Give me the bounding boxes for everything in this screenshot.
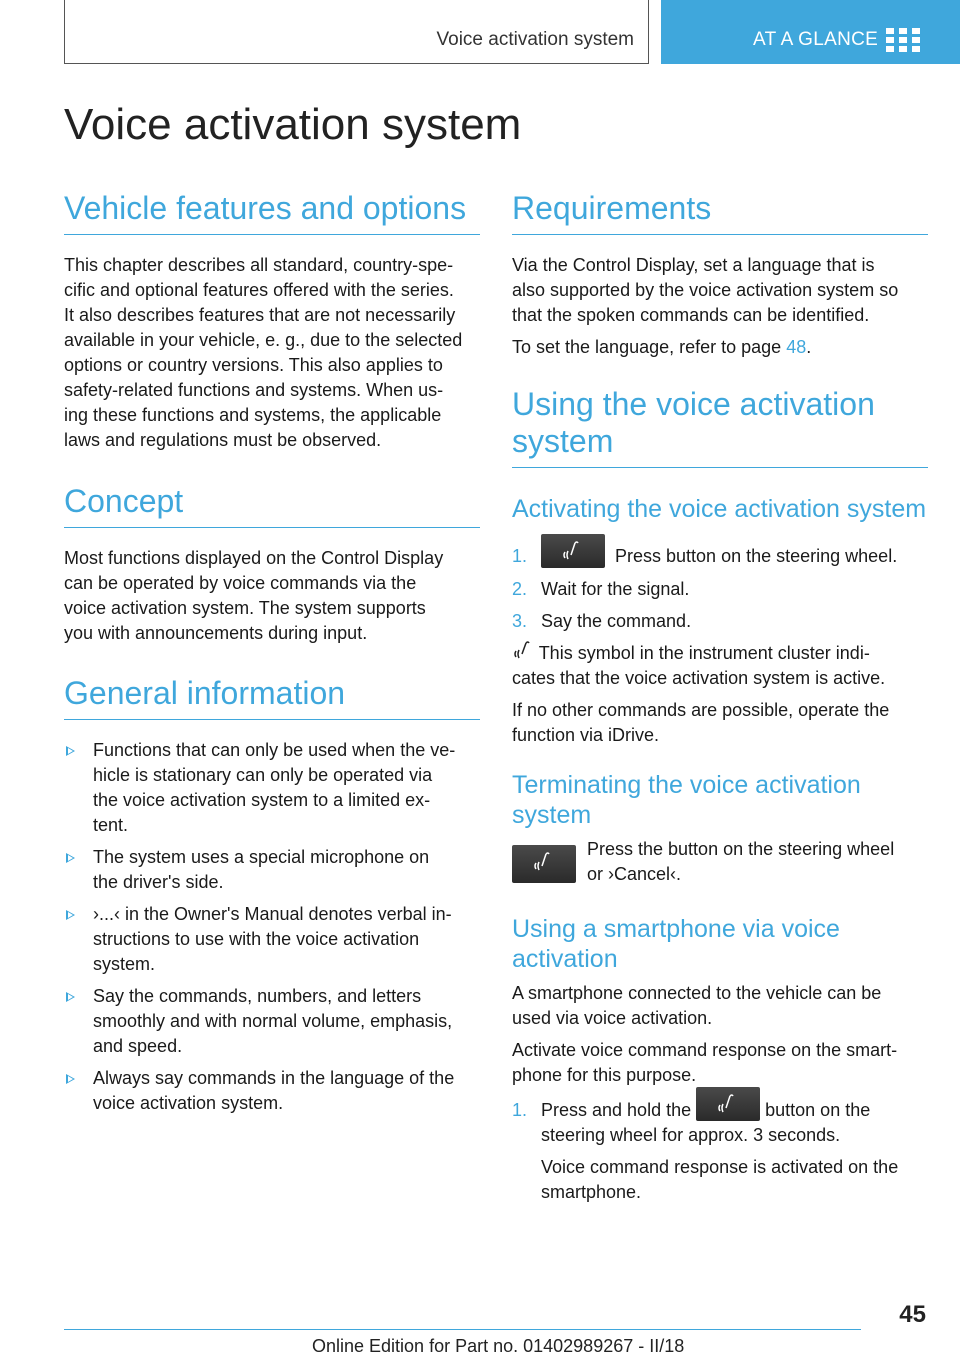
smartphone-activate-text: Activate voice command response on the smart- phone for this purpose. [512,1040,898,1085]
symbol-description: This symbol in the instrument cluster indi- cates that the voice activation system is active. [512,643,886,688]
heading-using-voice-activation: Using the voice activation system [512,386,928,468]
voice-button-icon [696,1087,760,1121]
smartphone-result: Voice command response is activated on the smartphone. [541,1157,899,1202]
list-item: 1. Press and hold the button on the steering wheel for approx. 3 seconds. Voice command response is activated on the smartphone. [512,1098,928,1205]
smartphone-text: A smartphone connected to the vehicle can be used via voice activation. [512,983,882,1028]
voice-button-icon [512,845,576,883]
heading-activating: Activating the voice activation system [512,495,927,523]
terminating-block [512,840,928,892]
concept-text: Most functions displayed on the Control Display can be operated by voice commands via the voice activation system. The system supports you with announcements during input. [64,548,444,643]
requirements-text: Via the Control Display, set a language that is also supported by the voice activation system so that the spoken commands can be identified. [512,255,899,325]
list-item: The system uses a special microphone on the driver's side. [64,845,480,895]
triangle-bullet-icon [66,853,75,863]
general-information-list [64,738,480,1116]
triangle-bullet-icon [66,910,75,920]
language-page-reference: To set the language, refer to page 48. [512,337,812,357]
list-item: Say the commands, numbers, and letters smoothly and with normal volume, emphasis, and speed. [64,984,480,1059]
heading-concept: Concept [64,483,480,528]
list-item: 3. Say the command. [512,611,692,631]
terminating-text: Press the button on the steering wheel or ›Cancel‹. [587,839,895,884]
triangle-bullet-icon [66,992,75,1002]
heading-requirements: Requirements [512,190,928,235]
heading-smartphone: Using a smartphone via voice activation [512,915,840,973]
page-link[interactable]: 48 [786,337,807,357]
header-chapter-title: AT A GLANCE [753,29,879,50]
right-column [512,190,928,1212]
idrive-note: If no other commands are possible, operate the function via iDrive. [512,700,890,745]
heading-vehicle-features: Vehicle features and options [64,190,480,235]
list-item: 2. Wait for the signal. [512,579,690,599]
page-title: Voice activation system [64,100,522,149]
heading-terminating: Terminating the voice activation system [512,771,861,829]
header-section-box [64,0,649,64]
page-number: 45 [899,1301,926,1328]
triangle-bullet-icon [66,1074,75,1084]
list-item: ›...‹ in the Owner's Manual denotes verbal in- structions to use with the voice activation system. [64,902,480,977]
voice-button-icon [541,534,605,568]
activating-steps [512,536,928,634]
footer-edition: Online Edition for Part no. 01402989267 - II/18 [312,1336,685,1356]
smartphone-steps [512,1098,928,1205]
footer-divider [64,1329,861,1330]
header-section-title: Voice activation system [436,29,634,50]
left-column [64,190,480,1123]
triangle-bullet-icon [66,746,75,756]
voice-symbol-icon [512,641,534,661]
vehicle-features-text: This chapter describes all standard, country-spe- cific and optional features offered with the series. It also describes features that are not necessarily available in your vehicle, e. g., due to the selected options or country versions. This also applies to safety-related functions and systems. When us- ing these functions and systems, the applicable laws and regulations must be observed. [64,255,463,450]
heading-general-information: General information [64,675,480,720]
list-item: Functions that can only be used when the ve- hicle is stationary can only be operated via the voice activation system to a limited ex- tent. [64,738,480,838]
grid-icon [886,28,920,52]
list-item: Always say commands in the language of the voice activation system. [64,1066,480,1116]
header-chapter-tab[interactable] [661,0,960,64]
list-item: 1. Press button on the steering wheel. [512,536,928,576]
